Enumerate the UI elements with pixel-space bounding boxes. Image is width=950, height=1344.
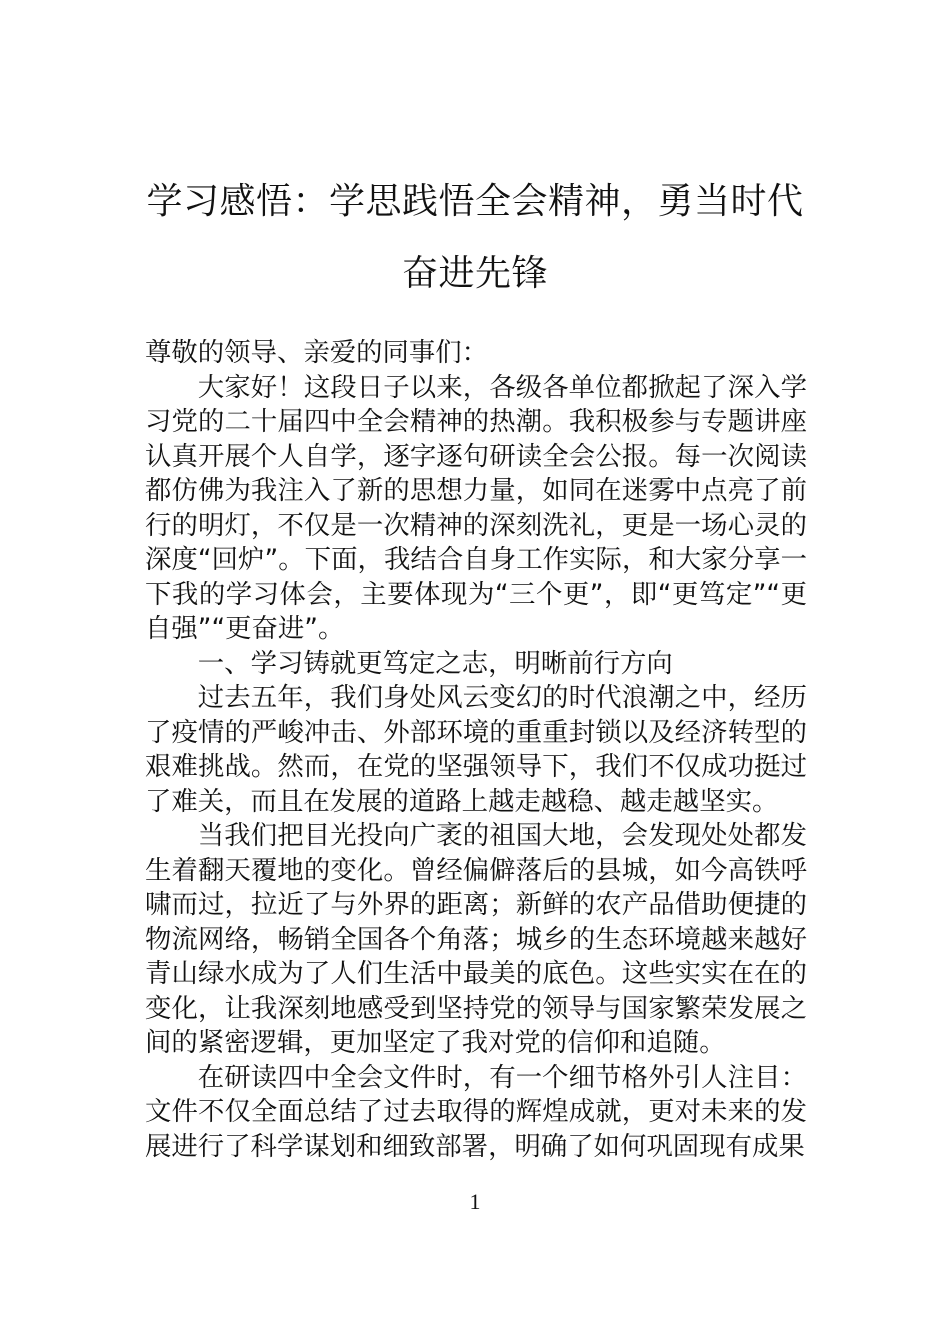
paragraph-plenary-document: 在研读四中全会文件时，有一个细节格外引人注目：文件不仅全面总结了过去取得的辉煌成就，更对未来的发展进行了科学谋划和细致部署，明确了如何巩固现有成果 (145, 1061, 807, 1162)
paragraph-changes: 当我们把目光投向广袤的祖国大地，会发现处处都发生着翻天覆地的变化。曾经偏僻落后的县城，如今高铁呼啸而过，拉近了与外界的距离；新鲜的农产品借助便捷的物流网络，畅销全国各个角落；城乡的生态环境越来越好青山绿水成为了人们生活中最美的底色。这些实实在在的变化，让我深刻地感受到坚持党的领导与国家繁荣发展之间的紧密逻辑，更加坚定了我对党的信仰和追随。 (145, 820, 807, 1058)
document-title: 学习感悟：学思践悟全会精神，勇当时代奋进先锋 (146, 181, 804, 294)
section-heading-1: 一、学习铸就更笃定之志，明晰前行方向 (197, 647, 673, 679)
paragraph-intro: 大家好！这段日子以来，各级各单位都掀起了深入学习党的二十届四中全会精神的热潮。我积极参与专题讲座认真开展个人自学，逐字逐句研读全会公报。每一次阅读都仿佛为我注入了新的思想力量，如同在迷雾中点亮了前行的明灯，不仅是一次精神的深刻洗礼，更是一场心灵的深度“回炉”。下面，我结合自身工作实际，和大家分享一下我的学习体会，主要体现为“三个更”，即“更笃定”“更自强”“更奋进”。 (145, 371, 807, 644)
paragraph-past-five-years: 过去五年，我们身处风云变幻的时代浪潮之中，经历了疫情的严峻冲击、外部环境的重重封锁以及经济转型的艰难挑战。然而，在党的坚强领导下，我们不仅成功挺过了难关，而且在发展的道路上越走越稳、越走越坚实。 (145, 682, 807, 817)
page-number: 1 (469, 1189, 481, 1214)
document-body (145, 336, 807, 1164)
salutation: 尊敬的领导、亲爱的同事们： (145, 337, 489, 368)
